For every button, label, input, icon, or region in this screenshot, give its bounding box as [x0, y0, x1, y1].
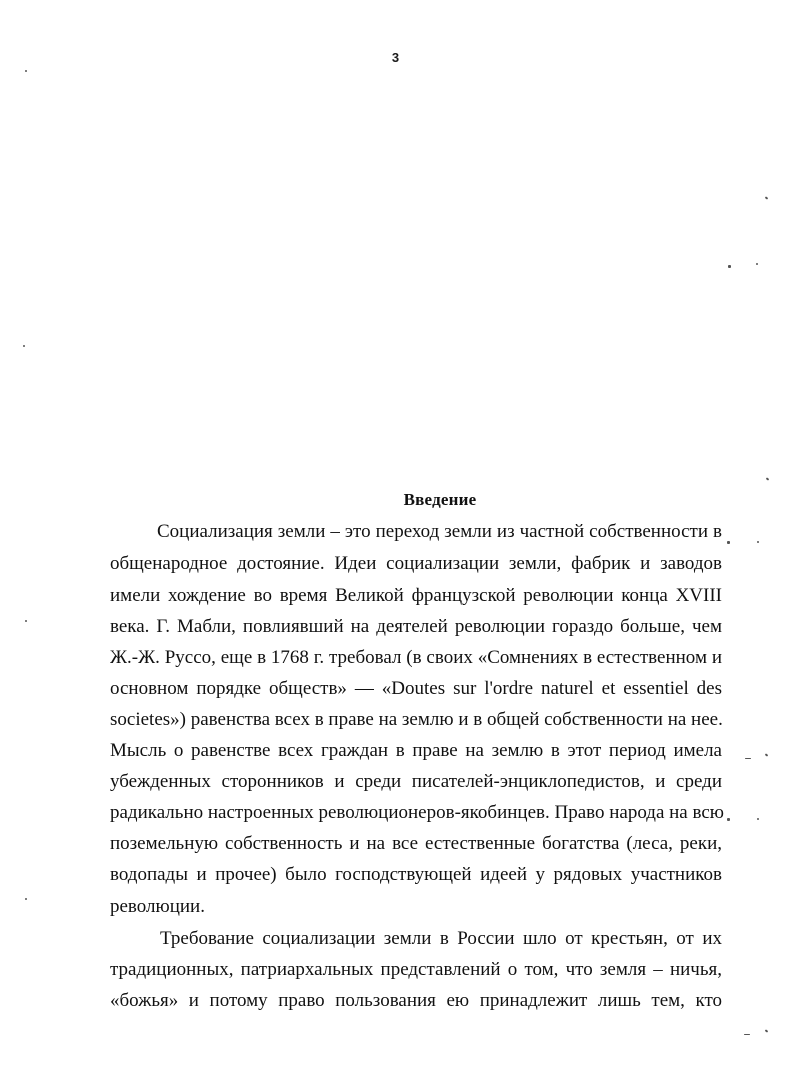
paragraph-line: Требование социализации земли в России шло от крестьян, от их: [160, 928, 722, 949]
paragraph-line: имели хождение во время Великой французской революции конца XVIII: [110, 585, 722, 606]
paragraph-line: убежденных сторонников и среди писателей-энциклопедистов, и среди: [110, 771, 722, 792]
scan-speck: [756, 263, 758, 265]
scan-speck: [766, 477, 770, 480]
paragraph-line: водопады и прочее) было господствующей идеей у рядовых участников: [110, 864, 722, 885]
scan-speck: [757, 818, 759, 820]
paragraph-line: основном порядке обществ» — «Doutes sur l'ordre naturel et essentiel des: [110, 678, 722, 699]
paragraph-line: Ж.-Ж. Руссо, еще в 1768 г. требовал (в своих «Сомнениях в естественном и: [110, 647, 722, 668]
scan-speck: [25, 70, 27, 72]
paragraph-line: «божья» и потому право пользования ею принадлежит лишь тем, кто: [110, 990, 722, 1011]
paragraph-line: революции.: [110, 896, 205, 917]
paragraph-line: общенародное достояние. Идеи социализации земли, фабрик и заводов: [110, 553, 722, 574]
paragraph-line: societes») равенства всех в праве на землю и в общей собственности на нее.: [110, 709, 723, 730]
paragraph-line: поземельную собственность и на все естественные богатства (леса, реки,: [110, 833, 722, 854]
paragraph-line: радикально настроенных революционеров-якобинцев. Право народа на всю: [110, 802, 724, 823]
scan-speck: [765, 196, 769, 199]
scan-speck: [728, 265, 731, 268]
scan-speck: [744, 1034, 750, 1035]
paragraph-line: Мысль о равенстве всех граждан в праве на землю в этот период имела: [110, 740, 722, 761]
scan-speck: [765, 1029, 769, 1032]
scan-speck: [765, 753, 769, 756]
scan-speck: [757, 541, 759, 543]
scan-speck: [25, 620, 27, 622]
paragraph-line: века. Г. Мабли, повлиявший на деятелей революции гораздо больше, чем: [110, 616, 722, 637]
scan-speck: [727, 541, 730, 544]
scan-speck: [745, 758, 751, 759]
scan-speck: [23, 345, 25, 347]
scan-speck: [727, 818, 730, 821]
paragraph-line: традиционных, патриархальных представлений о том, что земля – ничья,: [110, 959, 722, 980]
scan-speck: [25, 898, 27, 900]
page-number: 3: [391, 50, 400, 65]
paragraph-line: Социализация земли – это переход земли из частной собственности в: [157, 521, 722, 542]
section-heading: Введение: [403, 490, 477, 509]
